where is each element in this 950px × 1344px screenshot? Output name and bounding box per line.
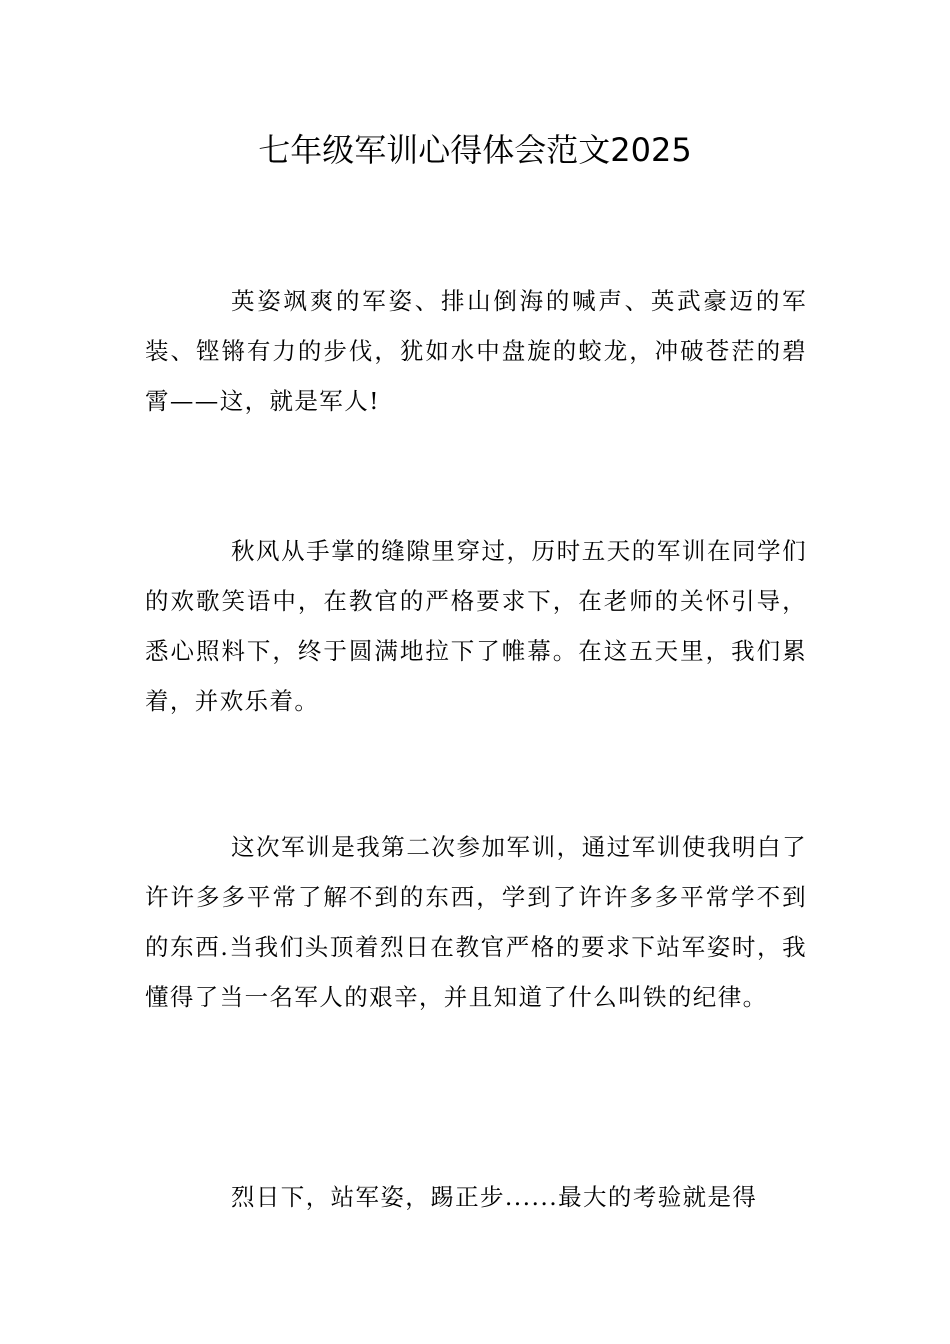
paragraph-3: 这次军训是我第二次参加军训，通过军训使我明白了许许多多平常了解不到的东西，学到了许许多多平常学不到的东西.当我们头顶着烈日在教官严格的要求下站军姿时，我懂得了当一名军人的艰辛，并且知道了什么叫铁的纪律。 — [145, 833, 807, 1011]
paragraph-2: 秋风从手掌的缝隙里穿过，历时五天的军训在同学们的欢歌笑语中，在教官的严格要求下，在老师的关怀引导，悉心照料下，终于圆满地拉下了帷幕。在这五天里，我们累着，并欢乐着。 — [145, 537, 807, 715]
document-title: 七年级军训心得体会范文2025 — [258, 131, 692, 169]
paragraph-1: 英姿飒爽的军姿、排山倒海的喊声、英武豪迈的军装、铿锵有力的步伐，犹如水中盘旋的蛟龙，冲破苍茫的碧霄——这，就是军人! — [145, 287, 807, 415]
paragraph-4: 烈日下，站军姿，踢正步......最大的考验就是得 — [231, 1183, 758, 1211]
